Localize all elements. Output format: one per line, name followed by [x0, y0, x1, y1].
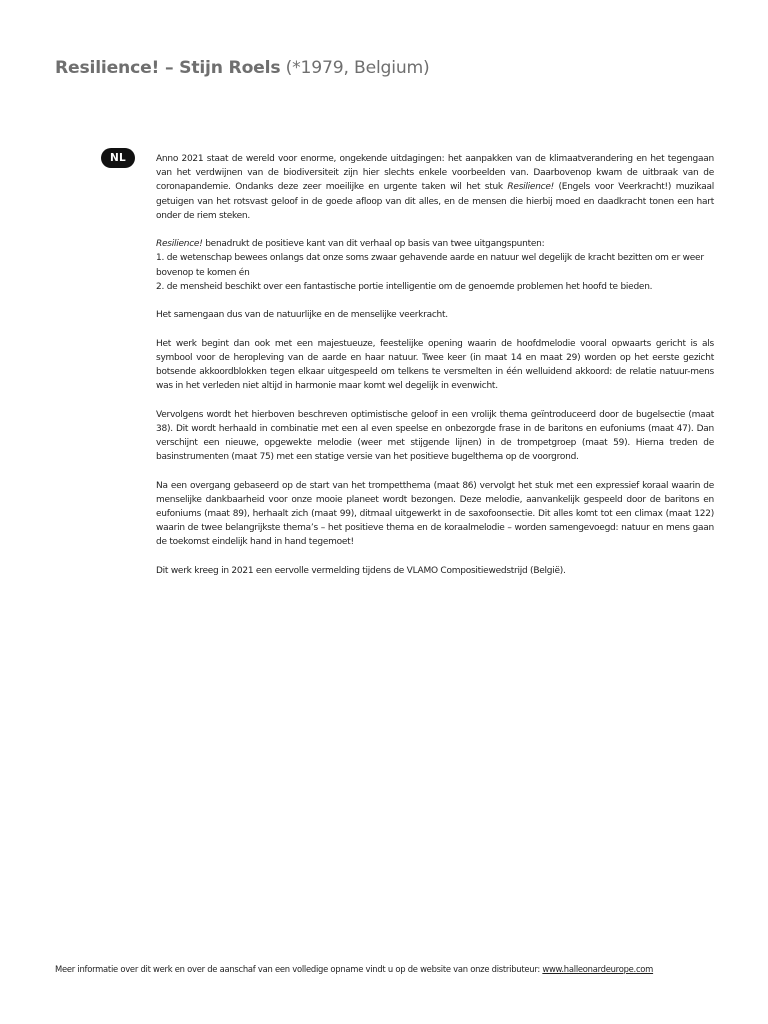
title-composer: Resilience! – Stijn Roels	[55, 58, 281, 78]
language-badge: NL	[101, 148, 135, 168]
paragraph-intro	[156, 152, 714, 223]
page-title	[55, 58, 430, 78]
footer-info	[55, 964, 715, 974]
premises-intro	[156, 237, 714, 251]
distributor-link[interactable]: www.halleonardeurope.com	[542, 964, 654, 974]
work-title-italic: Resilience!	[156, 239, 203, 250]
paragraph-opening: Het werk begint dan ook met een majestueuze, feestelijke opening waarin de hoofdmelodie vooral opwaarts gericht is als symbool voor de heropleving van de aarde en haar natuur. Twee keer (in maat 14 en maat 29) worden op het eerste gezicht botsende akkoordblokken tegen elkaar uitgespeeld om telkens te versmelten in één welluidend akkoord: de relatie natuur-mens was in het verleden niet altijd in harmonie maar komt wel degelijk in evenwicht.	[156, 338, 714, 392]
paragraph-text: benadrukt de positieve kant van dit verhaal op basis van twee uitgangspunten:	[202, 239, 545, 250]
paragraph-text: Anno 2021 staat de wereld voor enorme, ongekende uitdagingen: het aanpakken van de klimaatverandering en het tegengaan van het verdwijnen van de biodiversiteit zijn hier slechts enkele voorbeelden van. Daarbovenop kwam de uitbraak van de coronapandemie. Ondanks deze zeer moeilijke en urgente taken wil het stuk	[156, 154, 714, 193]
program-notes	[156, 152, 714, 592]
paragraph-text: (Engels voor Veerkracht!) muzikaal getuigen van het rotsvast geloof in de goede afloop van dit alles, en de mensen die hierbij moed en daadkracht tonen een hart onder de riem steken.	[156, 182, 714, 221]
work-title-italic: Resilience!	[507, 182, 554, 193]
paragraph-award: Dit werk kreeg in 2021 een eervolle vermelding tijdens de VLAMO Compositiewedstrijd (België).	[156, 565, 566, 576]
title-details: (*1979, Belgium)	[280, 58, 430, 78]
paragraph-themes: Vervolgens wordt het hierboven beschreven optimistische geloof in een vrolijk thema geïntroduceerd door de bugelsectie (maat 38). Dit wordt herhaald in combinatie met een al even speelse en onbezorgde frase in de baritons en eufoniums (maat 47). Dan verschijnt een nieuwe, opgewekte melodie (weer met stijgende lijnen) in de trompetgroep (maat 59). Hierna treden de basinstrumenten (maat 75) met een statige versie van het positieve bugelthema op de voorgrond.	[156, 409, 714, 463]
premise-2: 2. de mensheid beschikt over een fantastische portie intelligentie om de genoemde problemen het hoofd te bieden.	[156, 281, 653, 292]
paragraph-summary: Het samengaan dus van de natuurlijke en de menselijke veerkracht.	[156, 310, 448, 321]
footer-text: Meer informatie over dit werk en over de aanschaf van een volledige opname vindt u op de website van onze distributeur:	[55, 964, 543, 974]
paragraph-chorale: Na een overgang gebaseerd op de start van het trompetthema (maat 86) vervolgt het stuk met een expressief koraal waarin de menselijke dankbaarheid voor onze mooie planeet wordt bezongen. Deze melodie, aanvankelijk gespeeld door de baritons en eufoniums (maat 89), herhaalt zich (maat 99), ditmaal uitgewerkt in de saxofoonsectie. Dit alles komt tot een climax (maat 122) waarin de twee belangrijkste thema’s – het positieve thema en de koraalmelodie – worden samengevoegd: natuur en mens gaan de toekomst eindelijk hand in hand tegemoet!	[156, 480, 714, 548]
paragraph-premises	[156, 237, 714, 294]
premise-1: 1. de wetenschap bewees onlangs dat onze soms zwaar gehavende aarde en natuur wel degelijk de kracht bezitten om er weer bovenop te komen én	[156, 253, 704, 278]
